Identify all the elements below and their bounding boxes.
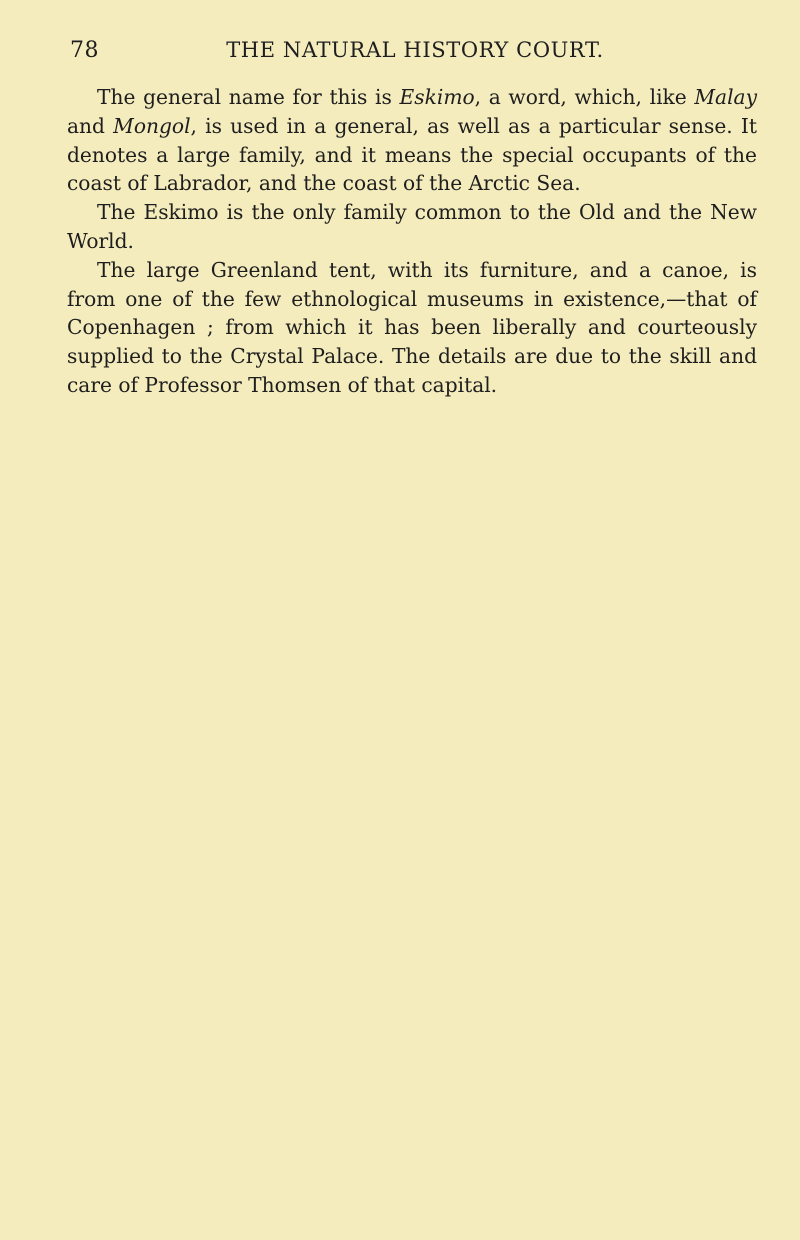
italic-term-mongol: Mongol bbox=[113, 113, 191, 138]
text-run: The general name for this is bbox=[97, 85, 400, 109]
text-run: , a word, which, like bbox=[474, 85, 695, 109]
text-run: , is used in a general, as well as a particular sense. It denotes a large family, and it means the special occupants of the coast of Labrador, and the coast of the Arctic Sea. bbox=[67, 113, 757, 196]
text-run: and bbox=[67, 113, 114, 138]
italic-term-eskimo: Eskimo bbox=[399, 85, 475, 109]
body-text bbox=[67, 83, 757, 400]
paragraph-old-new-world: The Eskimo is the only family common to the Old and the New World. bbox=[67, 200, 757, 253]
paragraph-eskimo-name bbox=[67, 83, 757, 198]
italic-term-malay: Malay bbox=[694, 85, 757, 109]
page-header bbox=[70, 38, 760, 68]
paragraph-greenland-tent: The large Greenland tent, with its furniture, and a canoe, is from one of the few ethnological museums in existence,—that of Copenhagen ; from which it has been liberally and courteously supplied to the Crystal Palace. The details are due to the skill and care of Professor Thomsen of that capital. bbox=[67, 257, 757, 397]
running-title: THE NATURAL HISTORY COURT. bbox=[226, 38, 604, 62]
page-number: 78 bbox=[70, 38, 99, 63]
